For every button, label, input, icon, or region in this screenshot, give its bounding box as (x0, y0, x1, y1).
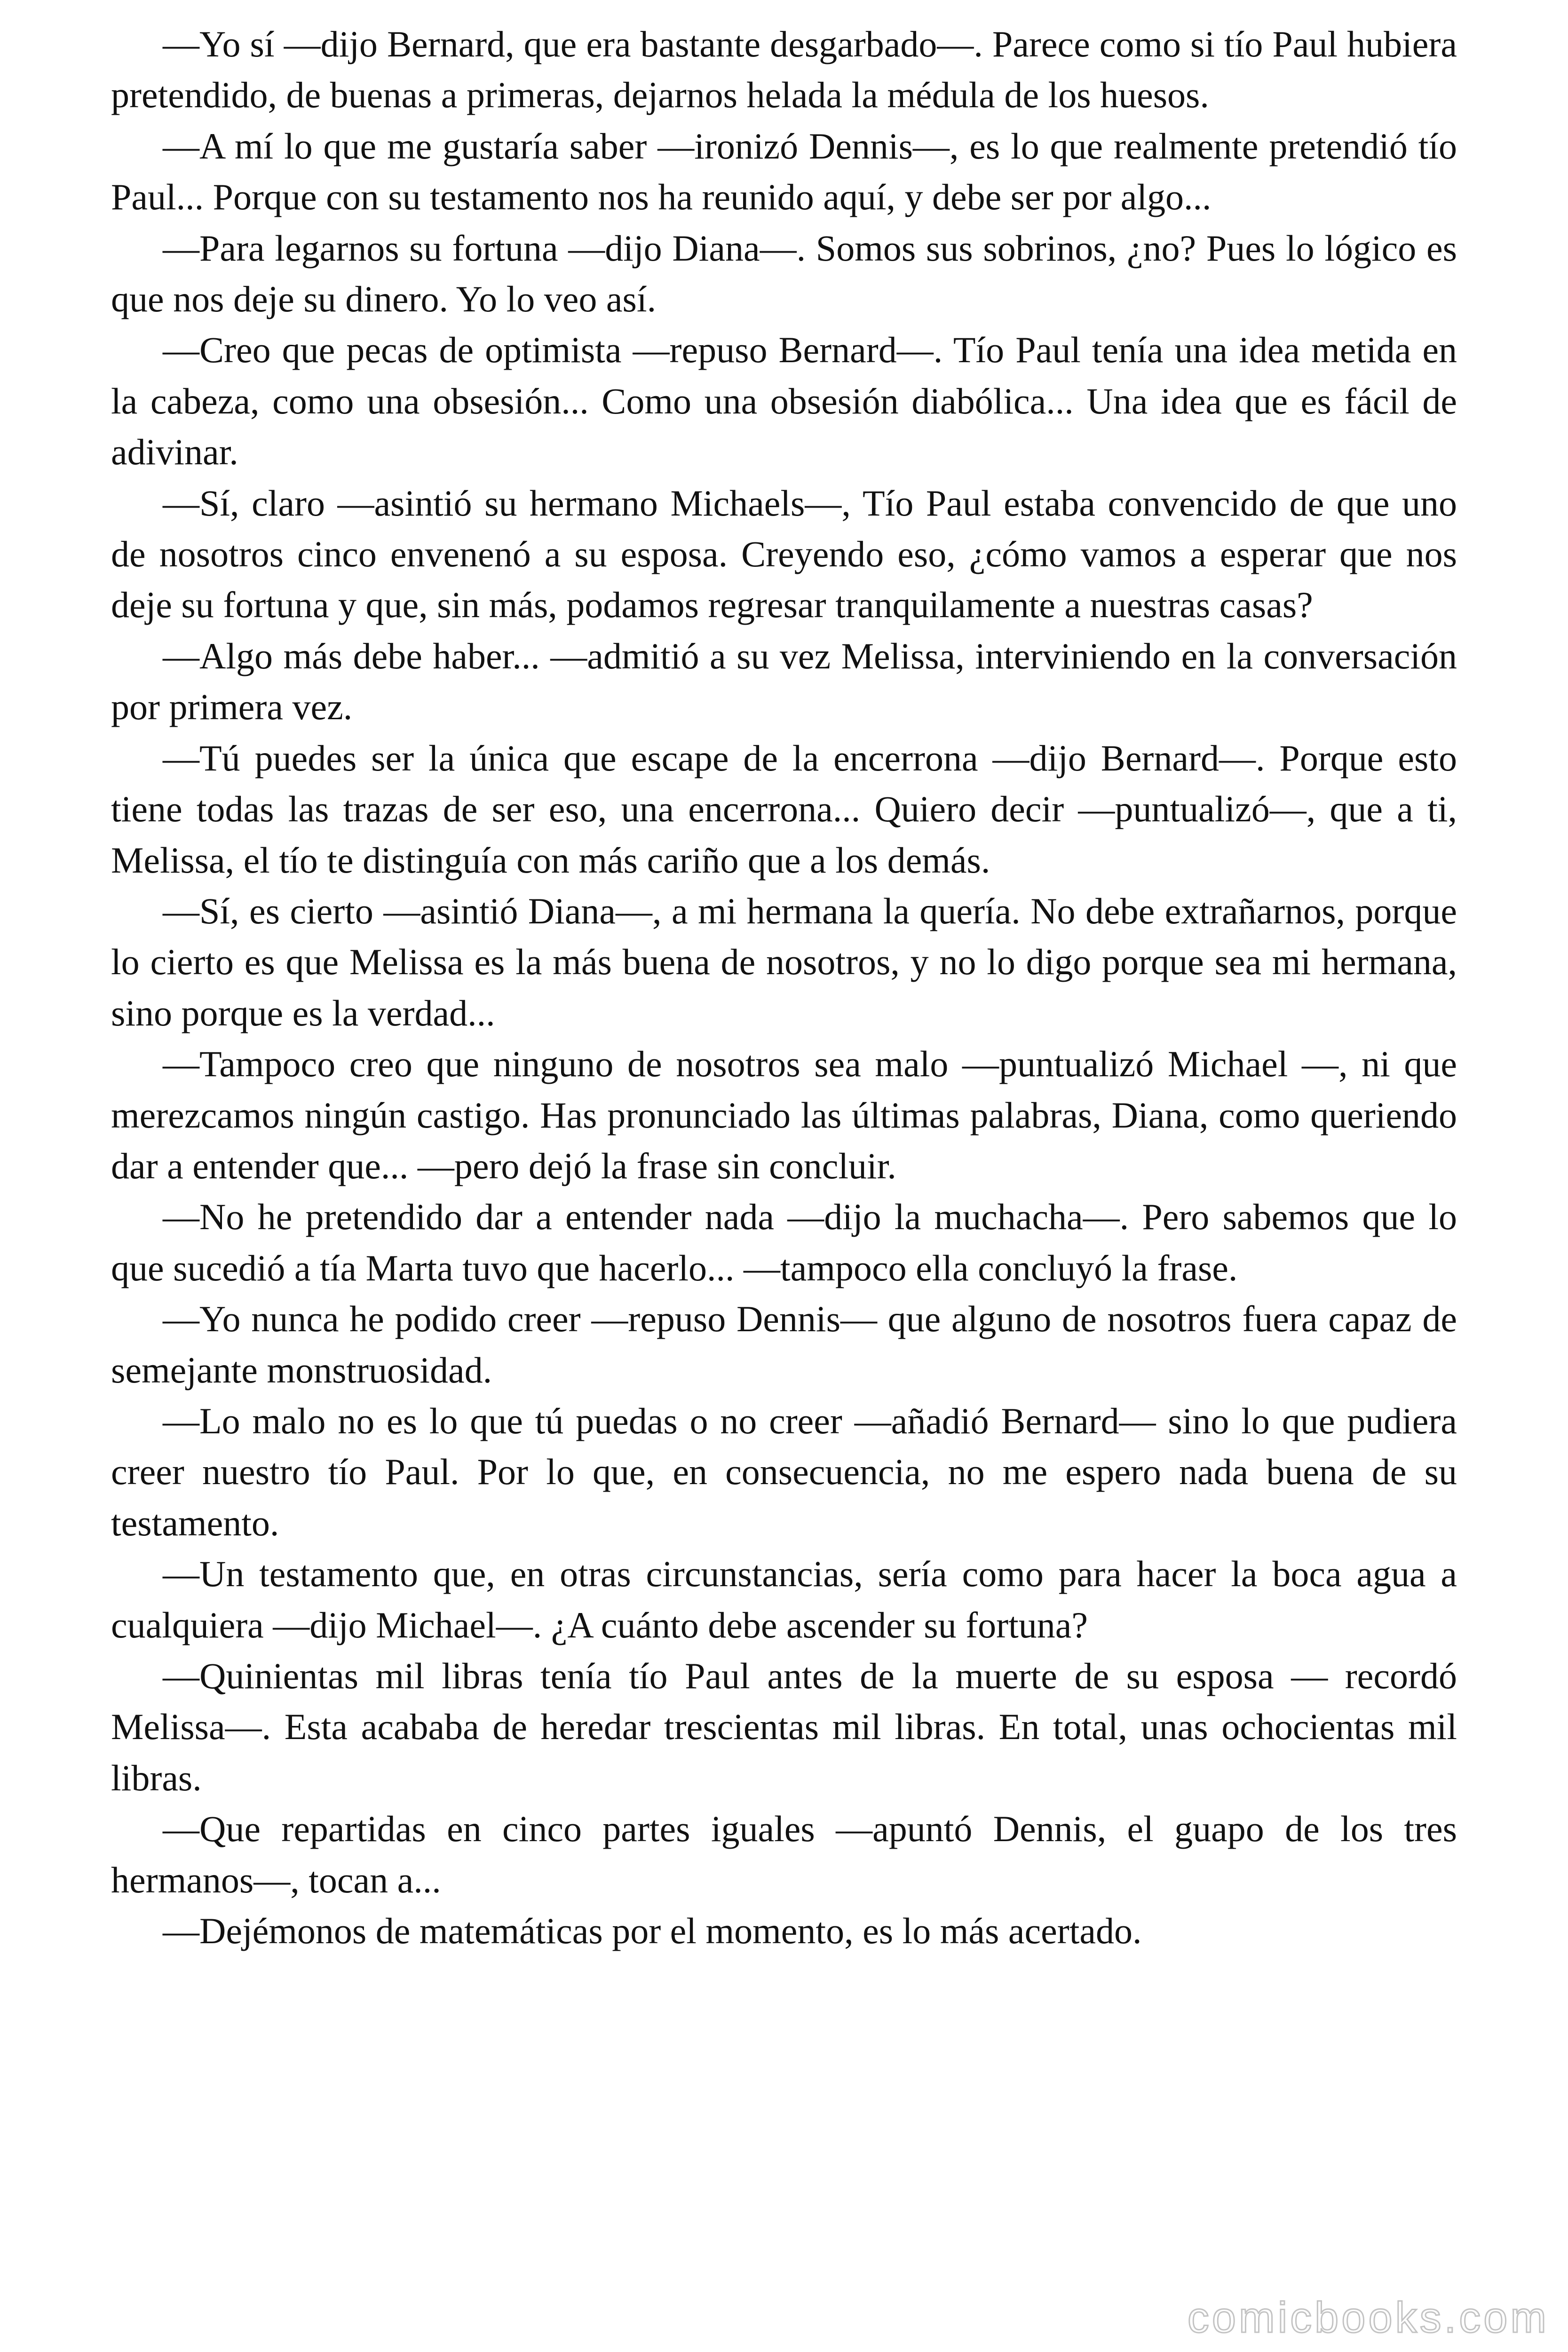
paragraph: —Algo más debe haber... —admitió a su vez Melissa, interviniendo en la conversación por primera vez. (111, 635, 1457, 728)
document-page (111, 19, 1457, 2333)
paragraph: —Yo nunca he podido creer —repuso Dennis— que alguno de nosotros fuera capaz de semejante monstruosidad. (111, 1298, 1457, 1391)
watermark-text: comicbooks.com (1187, 2294, 1549, 2342)
paragraph: —A mí lo que me gustaría saber —ironizó Dennis—, es lo que realmente pretendió tío Paul... Porque con su testamento nos ha reunido aquí, y debe ser por algo... (111, 125, 1457, 218)
paragraph: —Lo malo no es lo que tú puedas o no creer —añadió Bernard— sino lo que pudiera creer nuestro tío Paul. Por lo que, en consecuencia, no me espero nada buena de su testamento. (111, 1400, 1457, 1543)
paragraph: —Sí, es cierto —asintió Diana—, a mi hermana la quería. No debe extrañarnos, porque lo cierto es que Melissa es la más buena de nosotros, y no lo digo porque sea mi hermana, sino porque es la verdad... (111, 890, 1457, 1033)
paragraph: —Quinientas mil libras tenía tío Paul antes de la muerte de su esposa — recordó Melissa—. Esta acababa de heredar trescientas mil libras. En total, unas ochocientas mil libras. (111, 1655, 1457, 1798)
paragraph: —Yo sí —dijo Bernard, que era bastante desgarbado—. Parece como si tío Paul hubiera pretendido, de buenas a primeras, dejarnos helada la médula de los huesos. (111, 24, 1457, 116)
paragraph: —Sí, claro —asintió su hermano Michaels—, Tío Paul estaba convencido de que uno de nosotros cinco envenenó a su esposa. Creyendo eso, ¿cómo vamos a esperar que nos deje su fortuna y que, sin más, podamos regresar tranquilamente a nuestras casas? (111, 482, 1457, 626)
paragraph: —Un testamento que, en otras circunstancias, sería como para hacer la boca agua a cualquiera —dijo Michael—. ¿A cuánto debe ascender su fortuna? (111, 1553, 1457, 1645)
paragraph: —Tú puedes ser la única que escape de la encerrona —dijo Bernard—. Porque esto tiene todas las trazas de ser eso, una encerrona... Quiero decir —puntualizó—, que a ti, Melissa, el tío te distinguía con más cariño que a los demás. (111, 737, 1457, 881)
paragraph: —Para legarnos su fortuna —dijo Diana—. Somos sus sobrinos, ¿no? Pues lo lógico es que nos deje su dinero. Yo lo veo así. (111, 227, 1457, 320)
paragraph: —No he pretendido dar a entender nada —dijo la muchacha—. Pero sabemos que lo que sucedió a tía Marta tuvo que hacerlo... —tampoco ella concluyó la frase. (111, 1196, 1457, 1288)
paragraph: —Dejémonos de matemáticas por el momento, es lo más acertado. (163, 1910, 1142, 1952)
paragraph: —Que repartidas en cinco partes iguales —apuntó Dennis, el guapo de los tres hermanos—, tocan a... (111, 1808, 1457, 1900)
paragraph: —Tampoco creo que ninguno de nosotros sea malo —puntualizó Michael —, ni que merezcamos ningún castigo. Has pronunciado las últimas palabras, Diana, como queriendo dar a entender que... —pero dejó la frase sin concluir. (111, 1043, 1457, 1186)
paragraph: —Creo que pecas de optimista —repuso Bernard—. Tío Paul tenía una idea metida en la cabeza, como una obsesión... Como una obsesión diabólica... Una idea que es fácil de adivinar. (111, 329, 1457, 473)
